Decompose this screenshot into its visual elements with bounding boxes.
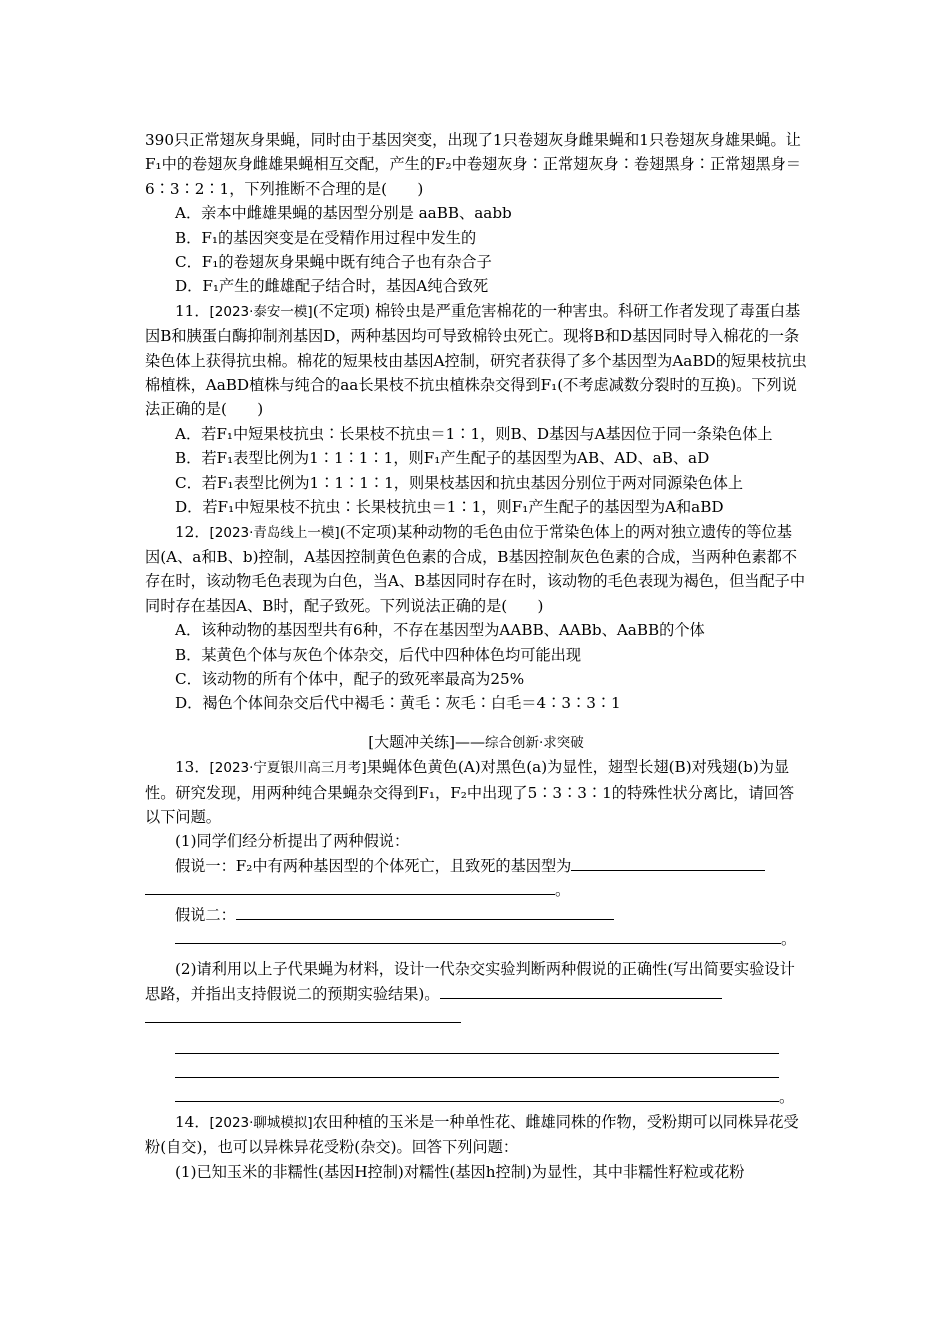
q14-number: 14． (175, 1112, 210, 1131)
q13-answer-line-1 (145, 1037, 807, 1061)
q13-number: 13． (175, 758, 210, 777)
section-bracket: [大题冲关练] (368, 732, 455, 751)
section-title (145, 730, 807, 755)
q11-option-a: A．若F₁中短果枝抗虫∶长果枝不抗虫＝1∶1，则B、D基因与A基因位于同一条染色体上 (175, 424, 773, 443)
q13-part1-intro: (1)同学们经分析提出了两种假说： (175, 832, 410, 851)
q13-part2-text: (2)请利用以上子代果蝇为材料，设计一代杂交实验判断两种假说的正确性(写出简要实验设计思路，并指出支持假说二的预期实验结果)。 (145, 960, 795, 1003)
q14-source: [2023·聊城模拟] (209, 1114, 313, 1131)
q10-stem: 390只正常翅灰身果蝇，同时由于基因突变，出现了1只卷翅灰身雌果蝇和1只卷翅灰身雄果蝇。让F₁中的卷翅灰身雌雄果蝇相互交配，产生的F₂中卷翅灰身∶正常翅灰身∶卷翅黑身∶正常翅黑身＝6∶3∶2∶1，下列推断不合理的是( ) (145, 131, 801, 198)
part2-answer-line-3[interactable] (175, 1037, 779, 1054)
q12-number: 12． (175, 522, 210, 541)
q13-hypothesis-1 (145, 854, 807, 878)
q11-source: [2023·泰安一模] (209, 303, 313, 320)
q11-option-d: D．若F₁中短果枝不抗虫∶长果枝抗虫＝1∶1，则F₁产生配子的基因型为A和aBD (175, 498, 724, 517)
q11-option-b: B．若F₁表型比例为1∶1∶1∶1，则F₁产生配子的基因型为AB、AD、aB、aD (175, 449, 710, 468)
q12-option-b: B．某黄色个体与灰色个体杂交，后代中四种体色均可能出现 (175, 645, 582, 664)
part2-answer-blank[interactable] (440, 982, 722, 999)
q11-number: 11． (175, 301, 210, 320)
q14-part1: (1)已知玉米的非糯性(基因H控制)对糯性(基因h控制)为显性，其中非糯性籽粒或花粉 (175, 1162, 745, 1181)
hyp2-answer-blank-2[interactable] (175, 927, 781, 944)
document-page (145, 128, 807, 1184)
part2-period: 。 (779, 1088, 795, 1107)
hyp1-label: 假说一：F₂中有两种基因型的个体死亡，且致死的基因型为 (175, 856, 572, 875)
q13-hypothesis-2 (145, 903, 807, 927)
q14-stem-text: 农田种植的玉米是一种单性花、雌雄同株的作物，受粉期可以同株异花受粉(自交)，也可以异株异花受粉(杂交)。回答下列问题： (145, 1112, 799, 1157)
q12-option-a: A．该种动物的基因型共有6种，不存在基因型为AABB、AABb、AaBB的个体 (175, 621, 705, 640)
q13-stem-text: 果蝇体色黄色(A)对黑色(a)为显性，翅型长翅(B)对残翅(b)为显性。研究发现，用两种纯合果蝇杂交得到F₁，F₂中出现了5∶3∶3∶1的特殊性状分离比，请回答以下问题。 (145, 758, 795, 826)
q11-stem (145, 299, 807, 422)
hyp1-answer-blank[interactable] (571, 854, 765, 871)
hyp1-period: 。 (555, 881, 571, 900)
q10-option-a: A．亲本中雌雄果蝇的基因型分别是 aaBB、aabb (175, 204, 512, 223)
part2-answer-line-4[interactable] (175, 1061, 779, 1078)
q13-part2-cont (145, 1006, 807, 1030)
part2-answer-line-5[interactable] (175, 1085, 779, 1102)
q13-part2 (145, 957, 807, 1006)
hyp2-answer-blank[interactable] (236, 903, 614, 920)
q13-source: [2023·宁夏银川高三月考] (209, 760, 367, 777)
section-subtitle: 综合创新·求突破 (484, 734, 584, 751)
part2-answer-blank-2[interactable] (145, 1006, 461, 1023)
q12-source: [2023·青岛线上一模] (209, 524, 340, 541)
q13-hypothesis-2-cont (145, 927, 807, 951)
q12-option-d: D．褐色个体间杂交后代中褐毛∶黄毛∶灰毛∶白毛＝4∶3∶3∶1 (175, 694, 621, 713)
hyp2-label: 假说二： (175, 905, 236, 924)
q13-stem (145, 755, 807, 829)
section-dash: —— (454, 732, 485, 751)
q12-option-c: C．该动物的所有个体中，配子的致死率最高为25% (175, 669, 525, 688)
q10-option-b: B．F₁的基因突变是在受精作用过程中发生的 (175, 228, 477, 247)
q11-stem-text: (不定项) 棉铃虫是严重危害棉花的一种害虫。科研工作者发现了毒蛋白基因B和胰蛋白酶抑制剂基因D，两种基因均可导致棉铃虫死亡。现将B和D基因同时导入棉花的一条染色体上获得抗虫棉。棉花的短果枝由基因A控制，研究者获得了多个基因型为AaBD的短果枝抗虫棉植株，AaBD植株与纯合的aa长果枝不抗虫植株杂交得到F₁(不考虑减数分裂时的互换)。下列说法正确的是( ) (145, 301, 807, 419)
q14-stem (145, 1110, 807, 1160)
q12-stem (145, 520, 807, 619)
q10-option-c: C．F₁的卷翅灰身果蝇中既有纯合子也有杂合子 (175, 253, 492, 272)
q11-option-c: C．若F₁表型比例为1∶1∶1∶1，则果枝基因和抗虫基因分别位于两对同源染色体上 (175, 473, 744, 492)
hyp1-answer-blank-2[interactable] (145, 878, 555, 895)
q10-option-d: D．F₁产生的雌雄配子结合时，基因A纯合致死 (175, 277, 489, 296)
q13-answer-line-3 (145, 1085, 807, 1109)
q13-hypothesis-1-cont (145, 878, 807, 902)
q13-answer-line-2 (145, 1061, 807, 1085)
hyp2-period: 。 (781, 930, 797, 948)
q12-stem-text: (不定项)某种动物的毛色由位于常染色体上的两对独立遗传的等位基因(A、a和B、b)控制，A基因控制黄色色素的合成，B基因控制灰色色素的合成，当两种色素都不存在时，该动物毛色表现为白色，当A、B基因同时存在时，该动物的毛色表现为褐色，但当配子中同时存在基因A、B时，配子致死。下列说法正确的是( ) (145, 522, 806, 615)
